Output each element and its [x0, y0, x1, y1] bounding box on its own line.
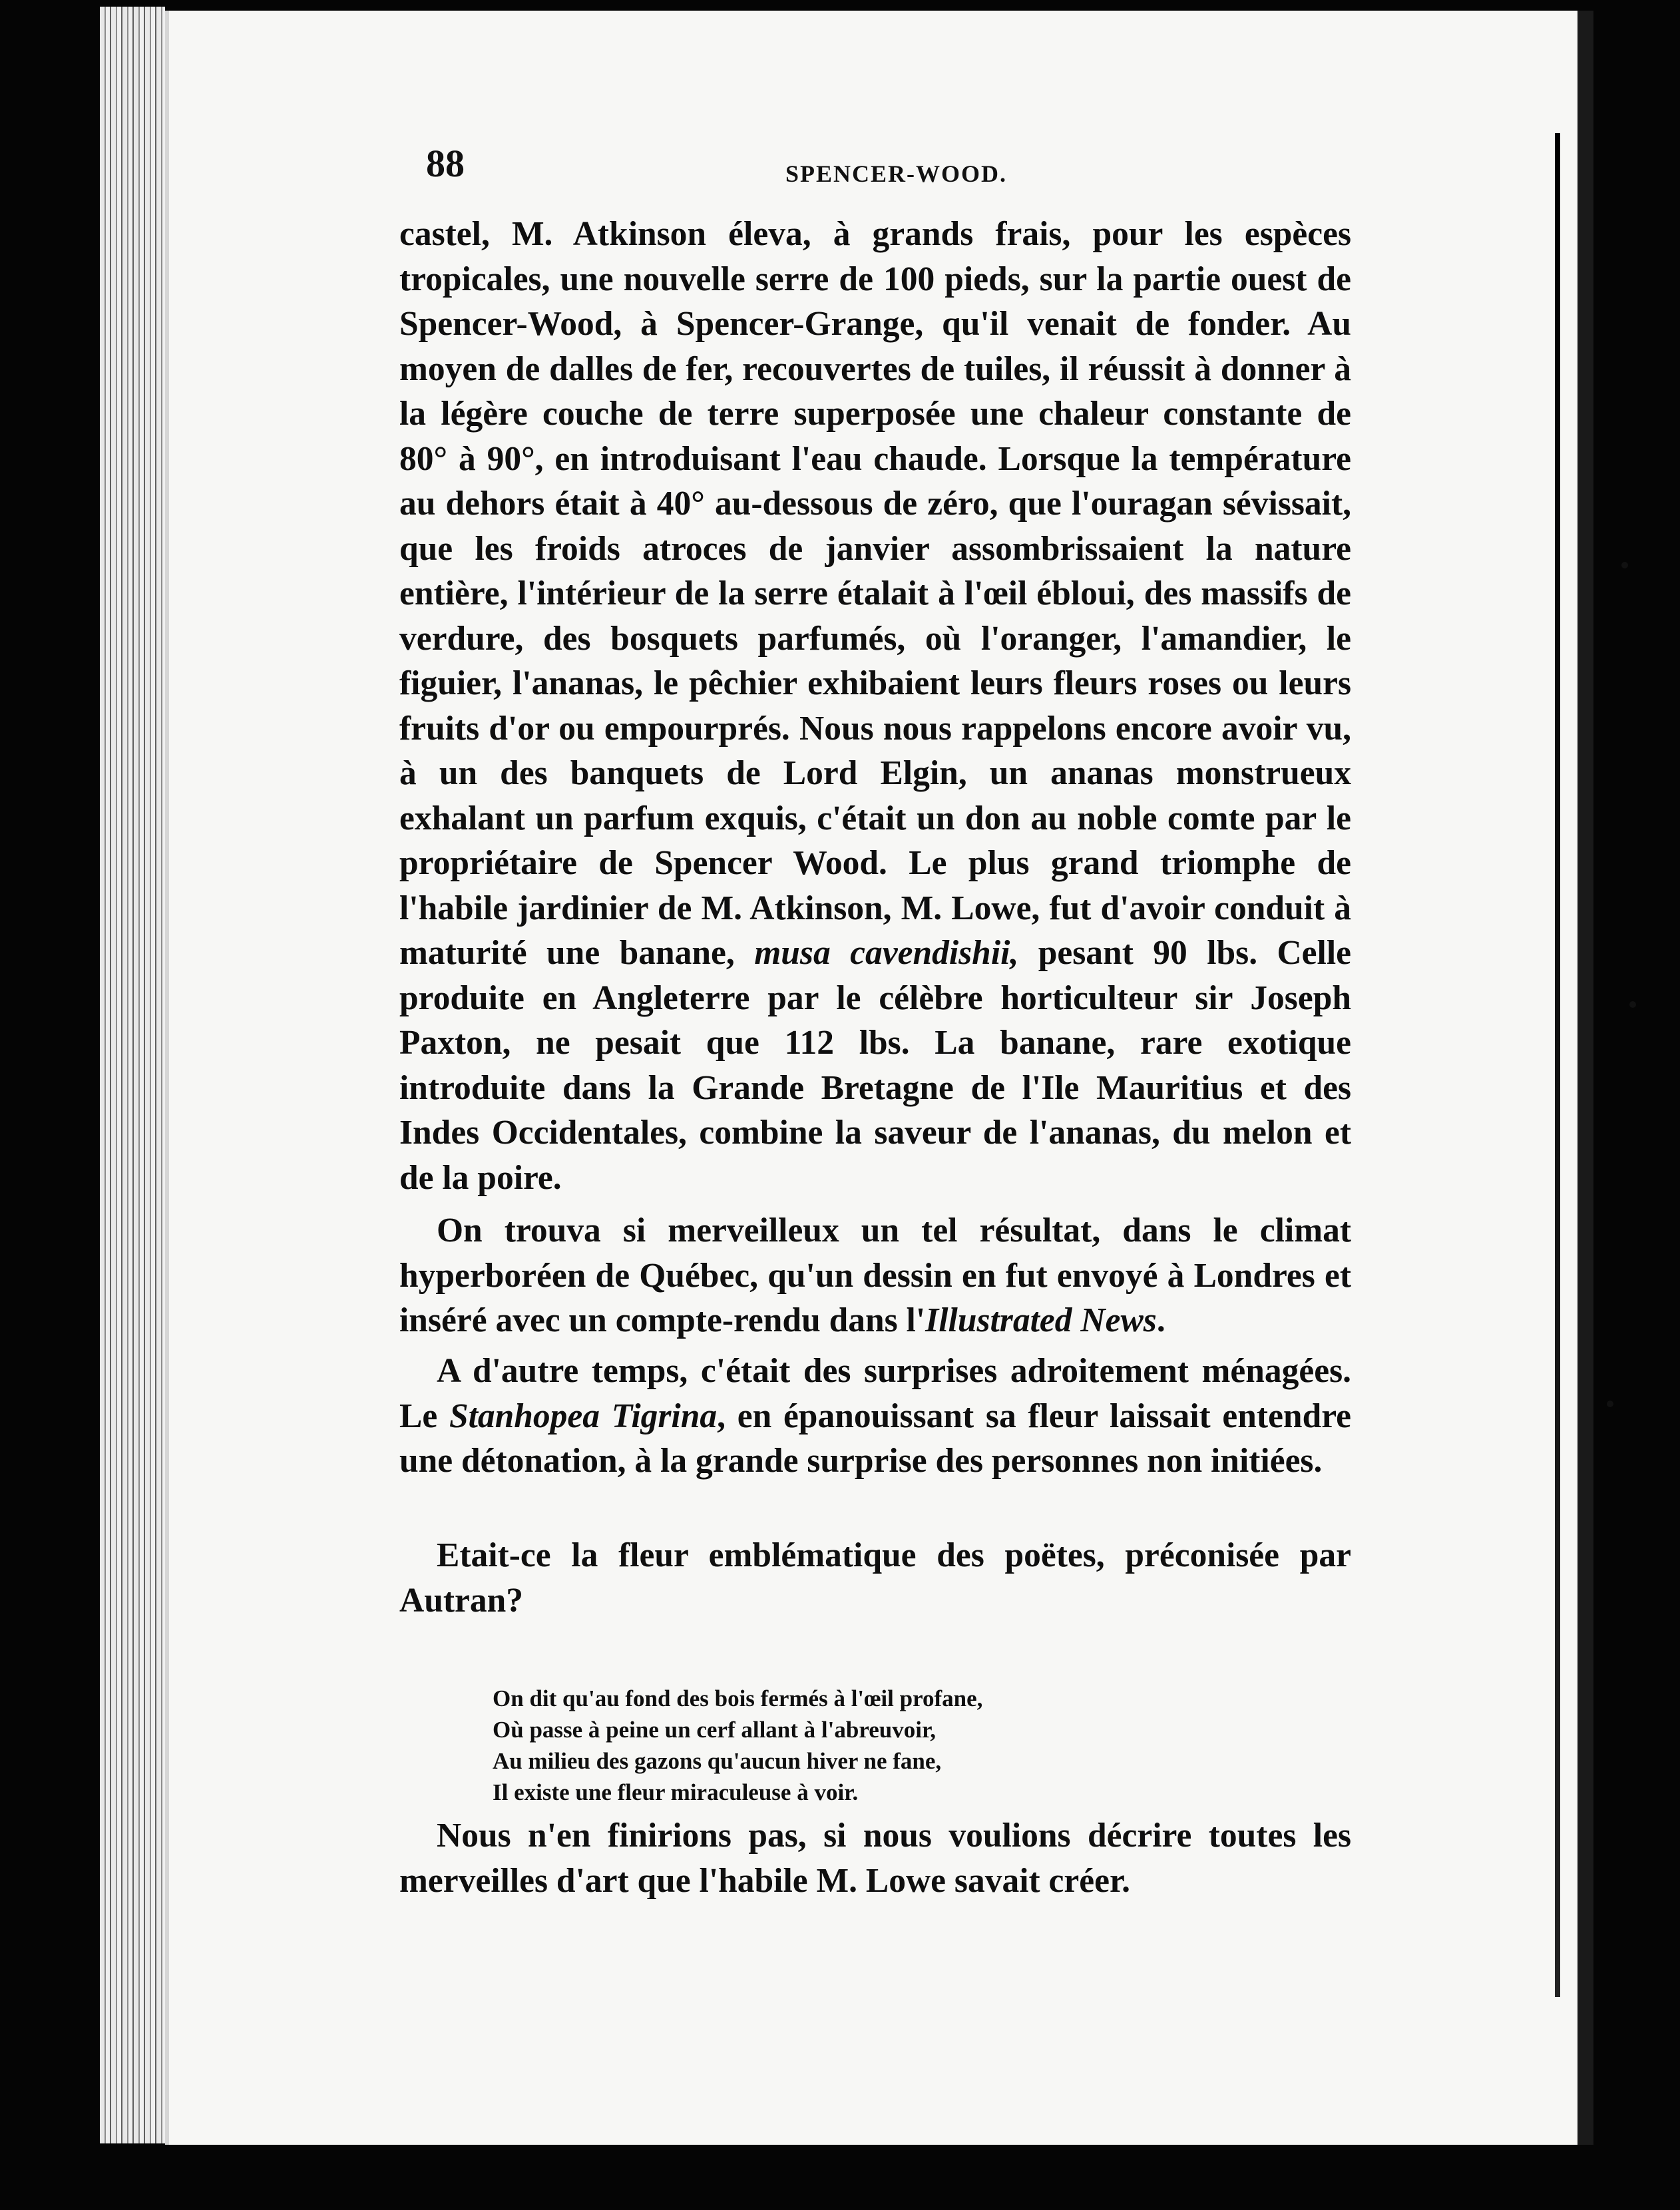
verse-line: Au milieu des gazons qu'aucun hiver ne fane,	[493, 1748, 942, 1774]
body-text	[399, 212, 1351, 1903]
verse-quote	[399, 1683, 1351, 1809]
paragraph-4-text: Etait-ce la fleur emblématique des poëtes, préconisée par Autran?	[399, 1536, 1351, 1620]
running-title: SPENCER-WOOD.	[785, 160, 1008, 187]
verse-line: Il existe une fleur miraculeuse à voir.	[493, 1779, 859, 1805]
paragraph-3-text-after: , en épanouissant sa fleur laissait entendre une détonation, à la grande surprise des personnes non initiées.	[399, 1397, 1351, 1480]
scan-speck	[1621, 562, 1628, 568]
paragraph-3	[399, 1349, 1351, 1530]
paragraph-1-italic: musa cavendishii,	[754, 934, 1019, 972]
verse-line: Où passe à peine un cerf allant à l'abreuvoir,	[493, 1717, 937, 1743]
paragraph-1-text-after: pesant 90 lbs. Celle produite en Angleterre par le célèbre horticulteur sir Joseph Paxton, ne pesait que 112 lbs. La banane, rare exotique introduite dans la Grande Bretagne de l'Ile Mauritius et des Indes Occidentales, combine la saveur de l'ananas, du melon et de la poire.	[399, 934, 1352, 1197]
paragraph-5-text: Nous n'en finirions pas, si nous voulions décrire toutes les merveilles d'art que l'habile M. Lowe savait créer.	[399, 1817, 1351, 1900]
page-header	[426, 141, 1411, 214]
binding-line	[1555, 133, 1560, 1997]
paragraph-2	[399, 1208, 1351, 1343]
verse-line: On dit qu'au fond des bois fermés à l'œil profane,	[493, 1685, 983, 1711]
paragraph-4	[399, 1533, 1351, 1623]
scan-speck	[1607, 1401, 1613, 1407]
binding	[1577, 11, 1593, 2145]
scan-speck	[1629, 1001, 1636, 1008]
paragraph-5	[399, 1813, 1351, 1903]
paragraph-3-text: A d'autre temps, c'était des surprises adroitement ménagées. Le	[399, 1352, 1351, 1435]
page-number: 88	[426, 142, 465, 185]
paragraph-3-italic: Stanhopea Tigrina	[449, 1397, 718, 1435]
paragraph-2-italic: Illustrated News	[925, 1301, 1157, 1339]
paragraph-2-text-after: .	[1156, 1301, 1165, 1339]
paragraph-2-text: On trouva si merveilleux un tel résultat, dans le climat hyperboréen de Québec, qu'un dessin en fut envoyé à Londres et inséré avec un compte-rendu dans l'	[399, 1212, 1351, 1339]
paragraph-1	[399, 212, 1351, 1200]
page-edges	[100, 7, 165, 2143]
paragraph-1-text: castel, M. Atkinson éleva, à grands frais, pour les espèces tropicales, une nouvelle serre de 100 pieds, sur la partie ouest de Spencer-Wood, à Spencer-Grange, qu'il venait de fonder. Au moyen de dalles de fer, recouvertes de tuiles, il réussit à donner à la légère couche de terre superposée une chaleur constante de 80° à 90°, en introduisant l'eau chaude. Lorsque la température au dehors était à 40° au-dessous de zéro, que l'ouragan sévissait, que les froids atroces de janvier assombrissaient la nature entière, l'intérieur de la serre étalait à l'œil ébloui, des massifs de verdure, des bosquets parfumés, où l'oranger, l'amandier, le figuier, l'ananas, le pêchier exhibaient leurs fleurs roses ou leurs fruits d'or ou empourprés. Nous nous rappelons encore avoir vu, à un des banquets de Lord Elgin, un ananas monstrueux exhalant un parfum exquis, c'était un don au noble comte par le propriétaire de Spencer Wood. Le plus grand triomphe de l'habile jardinier de M. Atkinson, M. Lowe, fut d'avoir conduit à maturité une banane,	[399, 215, 1351, 972]
